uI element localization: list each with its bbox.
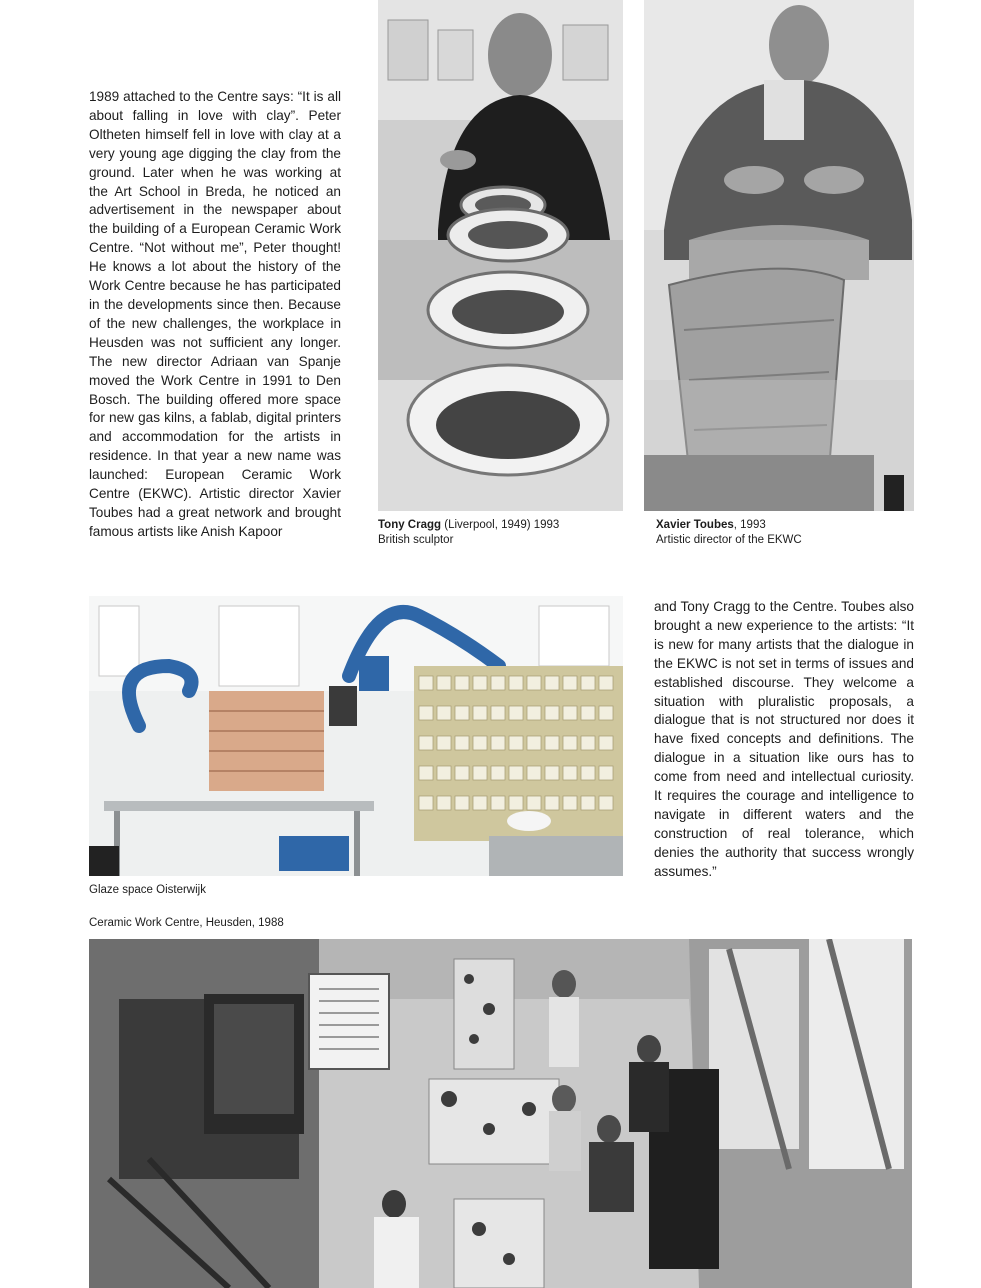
caption-xavier-toubes-detail: , 1993 <box>733 519 766 531</box>
photo-ceramic-work-centre-heusden <box>89 939 912 1288</box>
caption-glaze-space: Glaze space Oisterwijk <box>89 884 206 896</box>
caption-heusden: Ceramic Work Centre, Heusden, 1988 <box>89 917 284 929</box>
caption-xavier-toubes-name: Xavier Toubes <box>656 519 734 531</box>
body-text-left-column: 1989 attached to the Centre says: “It is all about falling in love with clay”. Peter Oltheten himself fell in love with clay at a very young age digging the clay from the ground. Later when he was working at the Art School in Breda, he noticed an advertisement in the newspaper about the building of a European Ceramic Work Centre. “Not without me”, Peter thought! He knows a lot about the history of the Work Centre because he has participated in the developments since then. Because of the new challenges, the workplace in Heusden was not sufficient any longer. The new director Adriaan van Spanje moved the Work Centre in 1991 to Den Bosch. The building offered more space for new gas kilns, a fablab, digital printers and accommodation for the artists in residence. In that year a new name was launched: European Ceramic Work Centre (EKWC). Artistic director Xavier Toubes had a great network and brought famous artists like Anish Kapoor <box>89 89 341 539</box>
caption-tony-cragg-role: British sculptor <box>378 534 454 546</box>
caption-tony-cragg-detail: (Liverpool, 1949) 1993 <box>441 519 560 531</box>
caption-xavier-toubes <box>656 518 916 548</box>
body-text-right-column: and Tony Cragg to the Centre. Toubes also brought a new experience to the artists: “It is new for many artists that the dialogue in the EKWC is not set in terms of issues and established discourse. They welcome a situation with pluralistic proposals, a dialogue that is not structured nor does it have fixed concepts and definitions. The dialogue in a situation like ours has to come from need and intellectual curiosity. It requires the courage and intelligence to navigate in different waters and the construction of real tolerance, which denies the authority that success wrongly assumes.” <box>654 599 914 879</box>
photo-xavier-toubes <box>644 0 914 511</box>
caption-tony-cragg-name: Tony Cragg <box>378 519 442 531</box>
caption-xavier-toubes-role: Artistic director of the EKWC <box>656 534 802 546</box>
photo-glaze-space <box>89 596 623 876</box>
caption-tony-cragg <box>378 518 638 548</box>
photo-tony-cragg <box>378 0 623 511</box>
